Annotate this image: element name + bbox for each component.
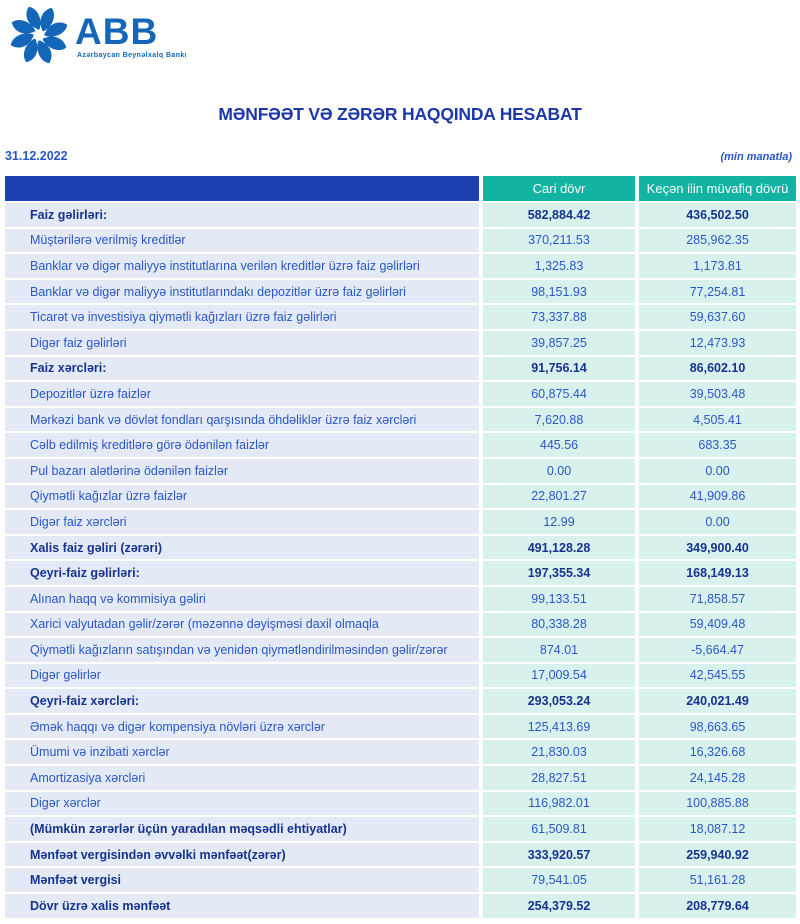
row-value-cari-dovr: 445.56	[483, 433, 635, 457]
row-value-kecen-il: 168,149.13	[639, 561, 796, 585]
logo-text-block	[75, 11, 188, 59]
table-row	[5, 561, 796, 585]
row-label: (Mümkün zərərlər üçün yaradılan məqsədli ehtiyatlar)	[5, 817, 479, 841]
table-row	[5, 280, 796, 304]
row-value-kecen-il: 41,909.86	[639, 485, 796, 509]
table-row	[5, 254, 796, 278]
table-header-row	[5, 176, 796, 201]
table-row	[5, 843, 796, 867]
row-value-cari-dovr: 293,053.24	[483, 689, 635, 713]
row-value-cari-dovr: 874.01	[483, 638, 635, 662]
table-row	[5, 766, 796, 790]
row-label: Ümumi və inzibati xərclər	[5, 740, 479, 764]
row-value-cari-dovr: 73,337.88	[483, 305, 635, 329]
row-value-kecen-il: 16,326.68	[639, 740, 796, 764]
row-value-kecen-il: 42,545.55	[639, 664, 796, 688]
row-value-kecen-il: 18,087.12	[639, 817, 796, 841]
bank-logo	[10, 6, 187, 64]
table-row	[5, 817, 796, 841]
row-value-cari-dovr: 197,355.34	[483, 561, 635, 585]
row-label: Banklar və digər maliyyə institutlarına verilən kreditlər üzrə faiz gəlirləri	[5, 254, 479, 278]
row-value-kecen-il: 0.00	[639, 459, 796, 483]
table-row	[5, 894, 796, 918]
row-value-cari-dovr: 12.99	[483, 510, 635, 534]
row-value-kecen-il: 39,503.48	[639, 382, 796, 406]
row-label: Faiz gəlirləri:	[5, 203, 479, 227]
row-value-cari-dovr: 333,920.57	[483, 843, 635, 867]
table-row	[5, 792, 796, 816]
row-value-kecen-il: 683.35	[639, 433, 796, 457]
row-value-cari-dovr: 17,009.54	[483, 664, 635, 688]
pinwheel-logo-icon	[10, 6, 68, 64]
row-label: Cəlb edilmiş kreditlərə görə ödənilən faizlər	[5, 433, 479, 457]
table-body	[5, 203, 796, 918]
row-value-cari-dovr: 7,620.88	[483, 408, 635, 432]
row-label: Qiymətli kağızlar üzrə faizlər	[5, 485, 479, 509]
row-label: Faiz xərcləri:	[5, 357, 479, 381]
table-row	[5, 510, 796, 534]
row-value-kecen-il: 51,161.28	[639, 868, 796, 892]
row-value-kecen-il: 12,473.93	[639, 331, 796, 355]
row-value-cari-dovr: 39,857.25	[483, 331, 635, 355]
row-value-cari-dovr: 79,541.05	[483, 868, 635, 892]
table-row	[5, 229, 796, 253]
row-value-cari-dovr: 21,830.03	[483, 740, 635, 764]
row-value-kecen-il: -5,664.47	[639, 638, 796, 662]
row-value-kecen-il: 436,502.50	[639, 203, 796, 227]
row-value-cari-dovr: 61,509.81	[483, 817, 635, 841]
row-label: Amortizasiya xərcləri	[5, 766, 479, 790]
row-label: Xalis faiz gəliri (zərəri)	[5, 536, 479, 560]
row-value-kecen-il: 59,637.60	[639, 305, 796, 329]
table-row	[5, 638, 796, 662]
table-row	[5, 331, 796, 355]
table-row	[5, 459, 796, 483]
row-value-cari-dovr: 98,151.93	[483, 280, 635, 304]
row-value-kecen-il: 98,663.65	[639, 715, 796, 739]
row-value-cari-dovr: 1,325.83	[483, 254, 635, 278]
row-value-kecen-il: 71,858.57	[639, 587, 796, 611]
row-value-kecen-il: 0.00	[639, 510, 796, 534]
row-value-cari-dovr: 22,801.27	[483, 485, 635, 509]
row-value-kecen-il: 77,254.81	[639, 280, 796, 304]
row-value-cari-dovr: 125,413.69	[483, 715, 635, 739]
row-label: Banklar və digər maliyyə institutlarındakı depozitlər üzrə faiz gəlirləri	[5, 280, 479, 304]
profit-loss-table	[5, 176, 796, 918]
row-label: Dövr üzrə xalis mənfəət	[5, 894, 479, 918]
row-value-cari-dovr: 99,133.51	[483, 587, 635, 611]
row-value-kecen-il: 59,409.48	[639, 613, 796, 637]
row-label: Əmək haqqı və digər kompensiya növləri üzrə xərclər	[5, 715, 479, 739]
row-value-kecen-il: 208,779.64	[639, 894, 796, 918]
row-value-kecen-il: 349,900.40	[639, 536, 796, 560]
row-label: Mənfəət vergisi	[5, 868, 479, 892]
row-value-cari-dovr: 91,756.14	[483, 357, 635, 381]
table-row	[5, 715, 796, 739]
column-header-kecen-il: Keçən ilin müvafiq dövrü	[639, 176, 796, 201]
row-value-cari-dovr: 370,211.53	[483, 229, 635, 253]
row-value-cari-dovr: 254,379.52	[483, 894, 635, 918]
row-value-kecen-il: 240,021.49	[639, 689, 796, 713]
report-date: 31.12.2022	[5, 149, 68, 163]
table-row	[5, 613, 796, 637]
row-label: Qeyri-faiz xərcləri:	[5, 689, 479, 713]
table-row	[5, 408, 796, 432]
table-row	[5, 203, 796, 227]
row-label: Ticarət və investisiya qiymətli kağızları üzrə faiz gəlirləri	[5, 305, 479, 329]
row-value-cari-dovr: 491,128.28	[483, 536, 635, 560]
row-label: Qiymətli kağızların satışından və yenidən qiymətləndirilməsindən gəlir/zərər	[5, 638, 479, 662]
table-row	[5, 587, 796, 611]
row-value-kecen-il: 285,962.35	[639, 229, 796, 253]
table-row	[5, 433, 796, 457]
row-value-kecen-il: 259,940.92	[639, 843, 796, 867]
row-value-cari-dovr: 116,982.01	[483, 792, 635, 816]
table-row	[5, 357, 796, 381]
row-value-kecen-il: 24,145.28	[639, 766, 796, 790]
page-title: MƏNFƏƏT VƏ ZƏRƏR HAQQINDA HESABAT	[218, 104, 582, 124]
row-value-kecen-il: 4,505.41	[639, 408, 796, 432]
row-value-kecen-il: 86,602.10	[639, 357, 796, 381]
row-value-cari-dovr: 80,338.28	[483, 613, 635, 637]
table-row	[5, 536, 796, 560]
row-label: Xarici valyutadan gəlir/zərər (məzənnə dəyişməsi daxil olmaqla	[5, 613, 479, 637]
row-label: Alınan haqq və kommisiya gəliri	[5, 587, 479, 611]
table-row	[5, 868, 796, 892]
row-label: Digər gəlirlər	[5, 664, 479, 688]
row-value-cari-dovr: 582,884.42	[483, 203, 635, 227]
logo-tagline: Azərbaycan Beynəlxalq Bankı	[77, 52, 188, 59]
row-label: Pul bazarı alətlərinə ödənilən faizlər	[5, 459, 479, 483]
table-row	[5, 740, 796, 764]
unit-note: (min manatla)	[720, 151, 792, 163]
row-label: Mənfəət vergisindən əvvəlki mənfəət(zərər)	[5, 843, 479, 867]
table-row	[5, 382, 796, 406]
row-label: Mərkəzi bank və dövlət fondları qarşısında öhdəliklər üzrə faiz xərcləri	[5, 408, 479, 432]
table-row	[5, 305, 796, 329]
logo-text: ABB	[75, 11, 159, 52]
row-value-kecen-il: 100,885.88	[639, 792, 796, 816]
row-value-cari-dovr: 28,827.51	[483, 766, 635, 790]
header-spacer-cell	[5, 176, 479, 201]
row-value-kecen-il: 1,173.81	[639, 254, 796, 278]
column-header-cari-dovr: Cari dövr	[483, 176, 635, 201]
row-label: Digər xərclər	[5, 792, 479, 816]
table-row	[5, 485, 796, 509]
row-label: Digər faiz gəlirləri	[5, 331, 479, 355]
row-value-cari-dovr: 60,875.44	[483, 382, 635, 406]
table-row	[5, 664, 796, 688]
table-row	[5, 689, 796, 713]
row-label: Digər faiz xərcləri	[5, 510, 479, 534]
row-label: Depozitlər üzrə faizlər	[5, 382, 479, 406]
row-label: Müştərilərə verilmiş kreditlər	[5, 229, 479, 253]
row-label: Qeyri-faiz gəlirləri:	[5, 561, 479, 585]
row-value-cari-dovr: 0.00	[483, 459, 635, 483]
